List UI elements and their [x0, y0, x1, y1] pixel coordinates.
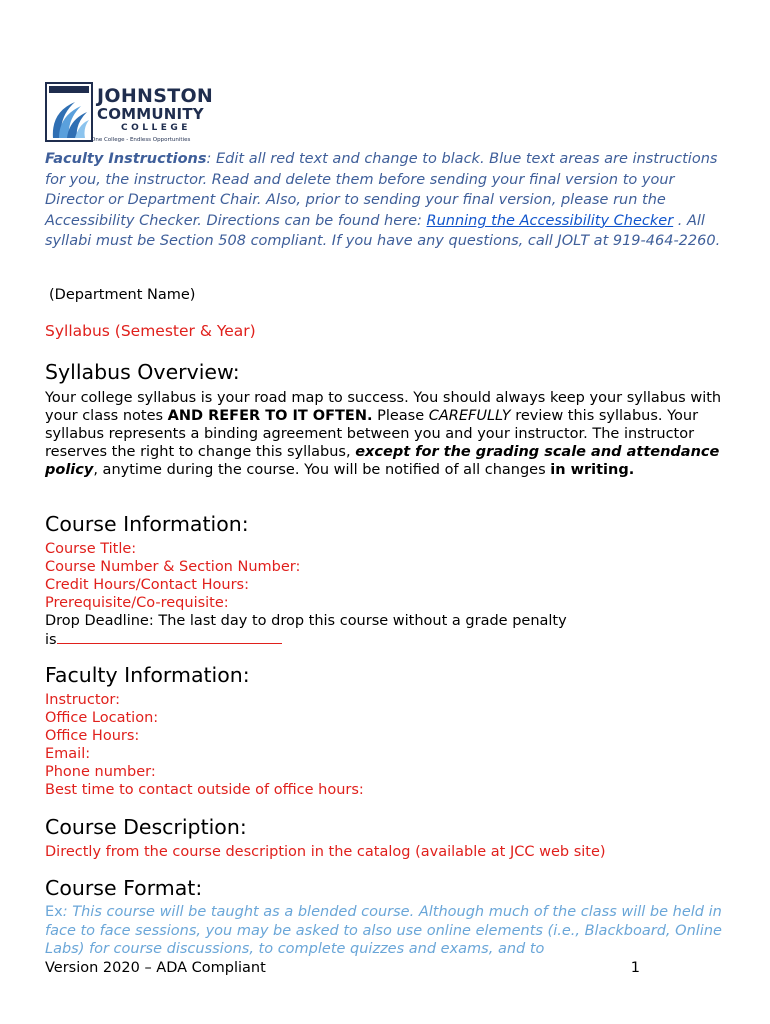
- logo-line-johnston: JOHNSTON: [97, 85, 214, 107]
- college-logo: [45, 82, 220, 146]
- overview-heading: Syllabus Overview:: [45, 360, 240, 384]
- course-info-heading: Course Information:: [45, 512, 249, 536]
- instructor-field: Instructor:: [45, 692, 120, 708]
- overview-text-2: Please: [372, 408, 429, 424]
- office-hours-field: Office Hours:: [45, 728, 140, 744]
- drop-deadline-line-2: [45, 630, 735, 649]
- logo-tagline: One College - Endless Opportunities: [91, 137, 191, 143]
- faculty-info-heading: Faculty Information:: [45, 663, 250, 687]
- overview-italic-1: CAREFULLY: [428, 408, 511, 424]
- faculty-instructions: [45, 149, 725, 252]
- office-location-field: Office Location:: [45, 710, 159, 726]
- course-description-text: Directly from the course description in the catalog (available at JCC web site): [45, 844, 606, 860]
- accessibility-checker-link[interactable]: Running the Accessibility Checker: [426, 212, 674, 229]
- department-name: (Department Name): [49, 287, 196, 303]
- page-number: 1: [630, 960, 640, 976]
- drop-deadline-line-1: Drop Deadline: The last day to drop this course without a grade penalty: [45, 613, 567, 629]
- page-footer: [45, 960, 640, 976]
- course-number-field: Course Number & Section Number:: [45, 559, 301, 575]
- course-info-list: [45, 540, 735, 649]
- overview-bold-2: in writing.: [550, 462, 635, 478]
- overview-text-4: , anytime during the course. You will be notified of all changes: [93, 462, 551, 478]
- drop-deadline-blank: [57, 630, 282, 644]
- jcc-seal-icon: [45, 82, 93, 142]
- logo-line-community: COMMUNITY: [97, 105, 204, 123]
- course-format-text: [45, 903, 735, 959]
- drop-deadline-is: is: [45, 632, 57, 648]
- phone-number-field: Phone number:: [45, 764, 156, 780]
- course-format-heading: Course Format:: [45, 876, 203, 900]
- credit-hours-field: Credit Hours/Contact Hours:: [45, 577, 249, 593]
- footer-version: Version 2020 – ADA Compliant: [45, 960, 266, 976]
- overview-text-1: Your college syllabus is your road map to success. You should always keep your syllabus with your class notes: [45, 390, 722, 424]
- course-format-prefix: Ex: [45, 904, 63, 920]
- course-format-body: : This course will be taught as a blended course. Although much of the class will be held in face to face sessions, you may be asked to also use online elements (i.e., Blackboard, Online Labs) for course discussions, to complete quizzes and exams, and to: [45, 904, 722, 957]
- best-time-contact-field: Best time to contact outside of office hours:: [45, 782, 364, 798]
- email-field: Email:: [45, 746, 91, 762]
- overview-text-3: review this syllabus. Your syllabus represents a binding agreement between you and your instructor. The instructor reserves the right to change this syllabus,: [45, 408, 699, 460]
- instructions-text-1: : Edit all red text and change to black. Blue text areas are instructions for you, the instructor. Read and delete them before sending your final version to your Director or Department Chair. Also, prior to sending your final version, please run the Accessibility Checker. Directions can be found here:: [45, 151, 718, 229]
- instructions-lead: Faculty Instructions: [45, 151, 207, 167]
- prerequisite-field: Prerequisite/Co-requisite:: [45, 595, 229, 611]
- logo-line-college: COLLEGE: [121, 123, 191, 133]
- faculty-info-list: [45, 691, 735, 799]
- overview-bold-italic-1: except for the grading scale and attendance policy: [45, 444, 720, 478]
- overview-bold-1: AND REFER TO IT OFTEN.: [167, 408, 373, 424]
- overview-paragraph: [45, 389, 735, 479]
- instructions-text-2: . All syllabi must be Section 508 compliant. If you have any questions, call JOLT at 919-464-2260.: [45, 212, 721, 250]
- course-title-field: Course Title:: [45, 541, 137, 557]
- course-description-heading: Course Description:: [45, 815, 247, 839]
- syllabus-semester: Syllabus (Semester & Year): [45, 322, 256, 340]
